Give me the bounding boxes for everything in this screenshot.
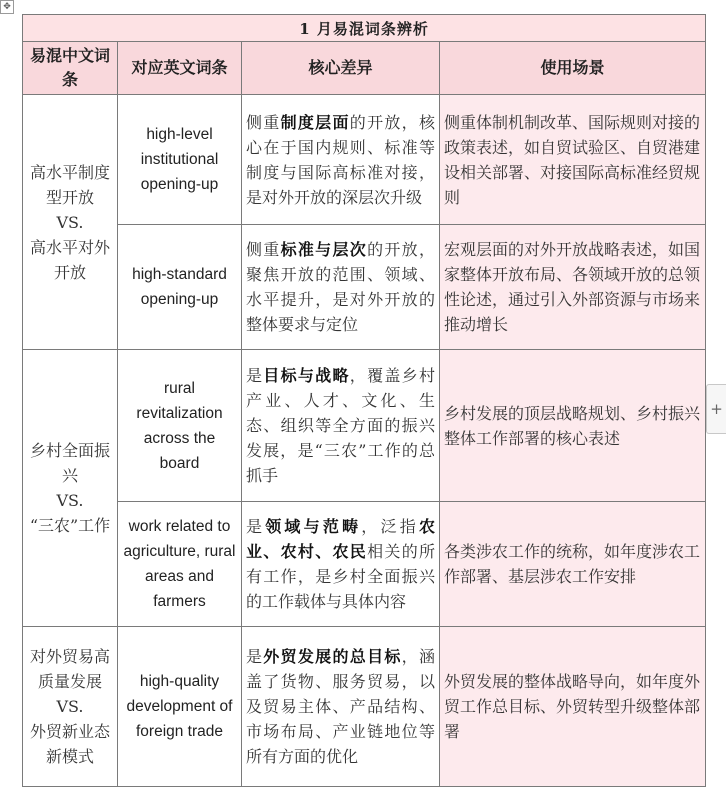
cn-term-cell[interactable] bbox=[23, 95, 118, 350]
add-column-icon[interactable]: + bbox=[706, 384, 726, 434]
diff-key-phrase: 外贸发展的总目标 bbox=[263, 647, 402, 666]
diff-text: ，覆盖乡村产业、人才、文化、生态、组织等全方面的振兴发展，是“三农”工作的总抓手 bbox=[246, 366, 435, 485]
difference-cell[interactable] bbox=[242, 627, 440, 787]
diff-text: 是 bbox=[246, 647, 264, 666]
scenario-cell[interactable] bbox=[440, 95, 706, 225]
scenario-cell[interactable] bbox=[440, 502, 706, 627]
diff-text: 的开放，聚焦开放的范围、领域、水平提升，是对外开放的整体要求与定位 bbox=[246, 240, 435, 334]
diff-text: 侧重 bbox=[246, 240, 281, 259]
diff-key-phrase: 领域与范畴 bbox=[265, 517, 362, 536]
diff-text: ，涵盖了货物、服务贸易，以及贸易主体、产品结构、市场布局、产业链地位等所有方面的优化 bbox=[246, 647, 435, 766]
en-term-text: rural revitalization across the board bbox=[136, 379, 223, 472]
table-move-handle-icon[interactable]: ✥ bbox=[0, 0, 14, 14]
table-row bbox=[23, 502, 706, 627]
diff-text: 相关的所有工作，是乡村全面振兴的工作载体与具体内容 bbox=[246, 542, 435, 611]
header-usage-scenario[interactable]: 使用场景 bbox=[440, 42, 706, 95]
header-row bbox=[23, 42, 706, 95]
en-term-cell[interactable] bbox=[118, 225, 242, 350]
difference-cell[interactable] bbox=[242, 502, 440, 627]
header-core-difference[interactable]: 核心差异 bbox=[242, 42, 440, 95]
diff-key-phrase: 目标与战略 bbox=[263, 366, 350, 385]
table-row bbox=[23, 350, 706, 502]
diff-text: 是 bbox=[246, 366, 264, 385]
en-term-cell[interactable] bbox=[118, 350, 242, 502]
scenario-text: 乡村发展的顶层战略规划、乡村振兴整体工作部署的核心表述 bbox=[444, 403, 701, 448]
en-term-cell[interactable] bbox=[118, 95, 242, 225]
difference-cell[interactable] bbox=[242, 350, 440, 502]
table-row bbox=[23, 95, 706, 225]
diff-key-phrase: 标准与层次 bbox=[280, 240, 368, 259]
scenario-text: 宏观层面的对外开放战略表述，如国家整体开放布局、各领域开放的总领性论述，通过引入外部资源与市场来推动增长 bbox=[444, 240, 701, 334]
difference-cell[interactable] bbox=[242, 95, 440, 225]
diff-text: ，泛指 bbox=[361, 517, 419, 536]
scenario-cell[interactable] bbox=[440, 627, 706, 787]
scenario-text: 外贸发展的整体战略导向，如年度外贸工作总目标、外贸转型升级整体部署 bbox=[444, 672, 701, 741]
header-en-term[interactable]: 对应英文词条 bbox=[118, 42, 242, 95]
table-row bbox=[23, 627, 706, 787]
diff-key-phrase: 农业、农村、农民 bbox=[246, 517, 435, 561]
table-row bbox=[23, 225, 706, 350]
en-term-text: high-quality development of foreign trade bbox=[126, 673, 233, 740]
diff-text: 是 bbox=[246, 517, 266, 536]
cn-term-text: 对外贸易高质量发展 VS. 外贸新业态新模式 bbox=[29, 647, 110, 766]
diff-text: 的开放，核心在于国内规则、标准等制度与国际高标准对接，是对外开放的深层次升级 bbox=[246, 112, 435, 207]
en-term-text: work related to agriculture, rural areas and farmers bbox=[123, 518, 236, 610]
scenario-cell[interactable] bbox=[440, 350, 706, 502]
difference-cell[interactable] bbox=[242, 225, 440, 350]
header-cn-term[interactable]: 易混中文词条 bbox=[23, 42, 118, 95]
vocab-comparison-table bbox=[22, 14, 706, 787]
title-row bbox=[23, 15, 706, 42]
diff-text: 侧重 bbox=[246, 112, 281, 132]
en-term-text: high-standard opening-up bbox=[132, 266, 227, 308]
en-term-cell[interactable] bbox=[118, 627, 242, 787]
scenario-text: 各类涉农工作的统称，如年度涉农工作部署、基层涉农工作安排 bbox=[444, 542, 701, 586]
cn-term-cell[interactable] bbox=[23, 350, 118, 627]
cn-term-text: 乡村全面振兴 VS. “三农”工作 bbox=[29, 441, 111, 535]
cn-term-text: 高水平制度型开放 VS. 高水平对外开放 bbox=[29, 162, 110, 282]
diff-key-phrase: 制度层面 bbox=[280, 112, 350, 132]
en-term-text: high-level institutional opening-up bbox=[140, 126, 219, 193]
en-term-cell[interactable] bbox=[118, 502, 242, 627]
scenario-cell[interactable] bbox=[440, 225, 706, 350]
table-title[interactable]: 1 月易混词条辨析 bbox=[23, 15, 706, 42]
scenario-text: 侧重体制机制改革、国际规则对接的政策表述，如自贸试验区、自贸港建设相关部署、对接国际高标准经贸规则 bbox=[444, 112, 701, 207]
cn-term-cell[interactable] bbox=[23, 627, 118, 787]
